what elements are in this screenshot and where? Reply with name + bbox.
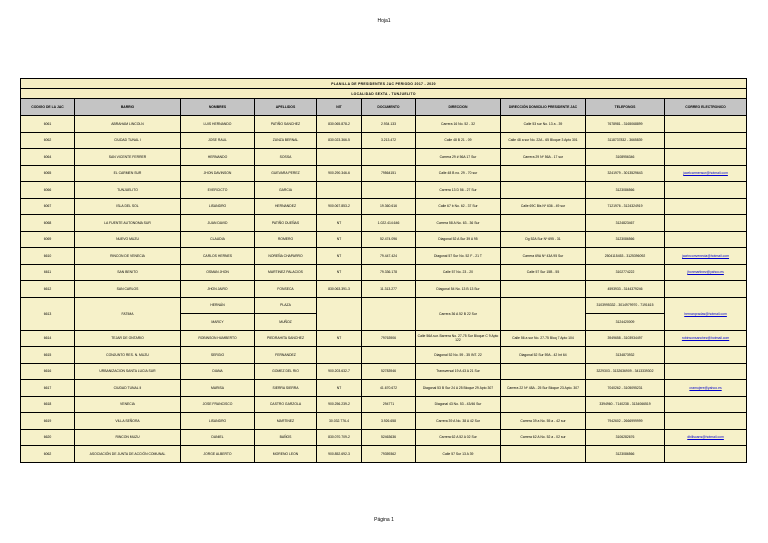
cell-nombres: OSMAN JHON: [181, 264, 255, 281]
cell-documento: [362, 182, 416, 199]
cell-barrio: TEJAR DE ONTARIO: [75, 330, 181, 347]
cell-telefonos: 7040262 - 3105095231: [586, 380, 665, 397]
cell-documento: 3.926.658: [362, 413, 416, 430]
cell-correo[interactable]: jacrinconvenecia@hotmail.com: [665, 248, 747, 265]
cell-telefonos: 3241979 - 3013529643: [586, 165, 665, 182]
cell-correo: [665, 116, 747, 133]
cell-nombres: LISANDRO: [181, 198, 255, 215]
cell-correo: [665, 198, 747, 215]
cell-domicilio: Carrera 69A Nº 43A 95 Sur: [501, 248, 586, 265]
cell-apellidos: SOSSA: [255, 149, 317, 166]
cell-nit: 830.023.366-5: [317, 132, 362, 149]
cell-telefonos: 7678981 - 3165068899: [586, 116, 665, 133]
cell-domicilio: [501, 363, 586, 380]
cell-codigo: 6068: [21, 215, 75, 232]
table-row: [21, 198, 747, 215]
cell-telefonos: 3108956346: [586, 149, 665, 166]
cell-direccion: Carrera 58 A No. 63 - 36 Sur: [416, 215, 501, 232]
table-row: [21, 149, 747, 166]
cell-codigo: 6613: [21, 297, 75, 330]
cell-correo: [665, 182, 747, 199]
table-row: [21, 330, 747, 347]
cell-domicilio: Carrera 29 Nº 56A - 17 sur: [501, 149, 586, 166]
column-header: DIRECCIÓN DOMICILIO PRESIDENTE JAC: [501, 99, 586, 116]
cell-barrio: EL CARMEN SUR: [75, 165, 181, 182]
cell-codigo: 6069: [21, 231, 75, 248]
page-footer: Página 1: [374, 517, 394, 523]
cell-apellidos: GARCIA: [255, 182, 317, 199]
cell-apellidos: BAÑOS: [255, 429, 317, 446]
cell-nombres: MARISA: [181, 380, 255, 397]
cell-apellidos: PLAZA: [255, 297, 317, 314]
cell-barrio: SAN VICENTE FERRER: [75, 149, 181, 166]
cell-telefonos: 7121976 - 3124324919: [586, 198, 665, 215]
cell-nit: 30.032.776-4: [317, 413, 362, 430]
cell-domicilio: Carrera 39 a No. 55 a - 42 sur: [501, 413, 586, 430]
cell-nit: NT: [317, 264, 362, 281]
cell-direccion: Diagonal 52 No. 59 - 35 INT. 22: [416, 347, 501, 364]
cell-apellidos: MUÑOZ: [255, 314, 317, 331]
cell-nombres: JHON DAVINSON: [181, 165, 255, 182]
cell-barrio: ABRAHAM LINCOLN: [75, 116, 181, 133]
table-row: [21, 396, 747, 413]
cell-codigo: 6610: [21, 248, 75, 265]
table-row: [21, 231, 747, 248]
cell-barrio: CONJUNTO RES. N. MUZU: [75, 347, 181, 364]
cell-telefonos: 3106282676: [586, 429, 665, 446]
presidents-table: [20, 78, 747, 463]
cell-domicilio: Carrera 22 Nº 48A - 25 Sur Bloque 23 Apto. 307: [501, 380, 586, 397]
cell-nombres: JOSE RAUL: [181, 132, 255, 149]
cell-correo[interactable]: dbillscans@hotmail.com: [665, 429, 747, 446]
cell-nit: 900.256.239-2: [317, 396, 362, 413]
cell-correo: [665, 231, 747, 248]
cell-direccion: Calle 56A sur. Barrera No. 27-75 Sur Bloque C 9 Apto 122: [416, 330, 501, 347]
cell-telefonos: 3124823467: [586, 215, 665, 232]
cell-domicilio: [501, 182, 586, 199]
table-title: PLANILLA DE PRESIDENTES JAC PERIODO 2017 - 2020: [21, 79, 747, 89]
cell-codigo: 6612: [21, 281, 75, 298]
cell-nombres: JOSE FRANCISCO: [181, 396, 255, 413]
cell-codigo: 6064: [21, 149, 75, 166]
cell-apellidos: PATIÑO DUEÑAS: [255, 215, 317, 232]
cell-domicilio: [501, 396, 586, 413]
cell-nit: [317, 182, 362, 199]
cell-nit: 830.065.878-2: [317, 116, 362, 133]
cell-nombres: CLAUDIA: [181, 231, 255, 248]
cell-direccion: Transversal 19 A 43 A 21 Sur: [416, 363, 501, 380]
cell-nit: 900.203.632-7: [317, 363, 362, 380]
cell-barrio: SAN BENITO: [75, 264, 181, 281]
cell-barrio: VENECIA: [75, 396, 181, 413]
cell-documento: 41.670.672: [362, 380, 416, 397]
cell-codigo: 6611: [21, 264, 75, 281]
cell-documento: 52.474.096: [362, 231, 416, 248]
cell-correo: [665, 215, 747, 232]
cell-domicilio: Calle 53 sur No. 13 a - 39: [501, 116, 586, 133]
cell-direccion: Diagonal 53 B Sur 24 A 25 Bloque 29 Apto 307: [416, 380, 501, 397]
cell-telefonos: 3134873932: [586, 347, 665, 364]
cell-apellidos: CASTRO GARZOLA: [255, 396, 317, 413]
table-row: [21, 446, 747, 463]
cell-correo[interactable]: cramujere@yahoo.es: [665, 380, 747, 397]
column-header: BARRIO: [75, 99, 181, 116]
cell-nombres: JHON JAIRO: [181, 281, 255, 298]
table-row: [21, 347, 747, 364]
cell-correo: [665, 413, 747, 430]
cell-apellidos: ROMERO: [255, 231, 317, 248]
cell-correo[interactable]: jhonmartinez@yahoo.es: [665, 264, 747, 281]
column-header: APELLIDOS: [255, 99, 317, 116]
cell-apellidos: HERNANDEZ: [255, 198, 317, 215]
cell-nit: [317, 347, 362, 364]
cell-telefonos: 4593933 - 3144379246: [586, 281, 665, 298]
cell-nombres: SERGIO: [181, 347, 255, 364]
cell-documento: 52463636: [362, 429, 416, 446]
cell-direccion: Diagonal 54 No. 13 B 13 Sur: [416, 281, 501, 298]
cell-apellidos: FONSECA: [255, 281, 317, 298]
cell-codigo: 6061: [21, 116, 75, 133]
cell-domicilio: Dg 52A Sur Nº 695 - 31: [501, 231, 586, 248]
cell-domicilio: Calle 57 Sur 15B - 55: [501, 264, 586, 281]
cell-documento: 79763906: [362, 330, 416, 347]
cell-correo: [665, 396, 747, 413]
cell-direccion: Carrera 16 No. 52 - 32: [416, 116, 501, 133]
cell-barrio: ASOCIACIÓN DE JUNTA DE ACCIÓN COMUNAL: [75, 446, 181, 463]
cell-documento: 79564151: [362, 165, 416, 182]
cell-direccion: Calle 48 B 21 - 09: [416, 132, 501, 149]
cell-telefonos: 3102774222: [586, 264, 665, 281]
cell-nit: [317, 149, 362, 166]
table-row: [21, 116, 747, 133]
cell-nombres: JORGE ALBERTO: [181, 446, 255, 463]
table-row: [21, 248, 747, 265]
cell-codigo: 6619: [21, 413, 75, 430]
cell-documento: 19.360.616: [362, 198, 416, 215]
cell-barrio: LA FUENTE AUTONOMA SUR: [75, 215, 181, 232]
cell-direccion: Carrera 29 # 56A 17 Sur: [416, 149, 501, 166]
cell-codigo: 6616: [21, 363, 75, 380]
cell-telefonos: 3118737832 - 3665839: [586, 132, 665, 149]
cell-nombres: CARLOS HERNES: [181, 248, 255, 265]
cell-documento: 2.934.133: [362, 116, 416, 133]
cell-nombres: LISANDRO: [181, 413, 255, 430]
cell-codigo: 6615: [21, 347, 75, 364]
cell-nombres: DIANA: [181, 363, 255, 380]
cell-codigo: 6620: [21, 429, 75, 446]
cell-domicilio: Diagonal 52 Sur 59A - 42 Int 64: [501, 347, 586, 364]
cell-telefonos: 3124420009: [586, 314, 665, 331]
cell-telefonos: 3229303 - 3132636909 - 3413339302: [586, 363, 665, 380]
table-row: [21, 215, 747, 232]
cell-nit: NT: [317, 231, 362, 248]
cell-documento: 1.022.414.646: [362, 215, 416, 232]
cell-barrio: FATIMA: [75, 297, 181, 330]
cell-correo: [665, 132, 747, 149]
cell-correo: [665, 347, 747, 364]
cell-codigo: 6065: [21, 165, 75, 182]
cell-nit: 830.070.709-2: [317, 429, 362, 446]
cell-domicilio: [501, 215, 586, 232]
cell-apellidos: PIEDRAHITA SANCHEZ: [255, 330, 317, 347]
cell-codigo: 6062: [21, 132, 75, 149]
cell-direccion: Diagonal 52 A Sur 39 A 95: [416, 231, 501, 248]
cell-correo[interactable]: robinsonsanchez@hotmail.com: [665, 330, 747, 347]
column-header: NIT: [317, 99, 362, 116]
sheet-name: Hoja1: [377, 18, 391, 24]
cell-correo[interactable]: hernanpradas@hotmail.com: [665, 297, 747, 330]
column-header: DOCUMENTO: [362, 99, 416, 116]
cell-barrio: CIUDAD TUNAL II: [75, 380, 181, 397]
cell-barrio: ISLA DEL SOL: [75, 198, 181, 215]
cell-documento: [362, 297, 416, 330]
cell-nit: 900.852.692-3: [317, 446, 362, 463]
table-subtitle: LOCALIDAD SEXTA - TUNJUELITO: [21, 89, 747, 99]
cell-domicilio: [501, 281, 586, 298]
cell-nombres: DANIEL: [181, 429, 255, 446]
cell-telefonos: 3949658 - 3103934497: [586, 330, 665, 347]
cell-domicilio: [501, 297, 586, 330]
cell-barrio: TUNJUELITO: [75, 182, 181, 199]
cell-domicilio: Calle 69C Bis Nº 636 - 49 sur: [501, 198, 586, 215]
cell-nit: NT: [317, 330, 362, 347]
cell-apellidos: MORENO LEON: [255, 446, 317, 463]
cell-direccion: Diagonal 57 Sur No. 52 F - 21 T: [416, 248, 501, 265]
cell-barrio: CIUDAD TUNAL I: [75, 132, 181, 149]
cell-apellidos: SIERRA SIERRA: [255, 380, 317, 397]
cell-domicilio: [501, 165, 586, 182]
column-header: TELEFONOS: [586, 99, 665, 116]
cell-apellidos: MARTINEZ: [255, 413, 317, 430]
cell-telefonos: 3123086566: [586, 182, 665, 199]
cell-codigo: 6062: [21, 446, 75, 463]
cell-documento: 79359362: [362, 446, 416, 463]
cell-apellidos: GOMEZ DEL RIO: [255, 363, 317, 380]
cell-documento: 3.213.472: [362, 132, 416, 149]
cell-direccion: Diagonal 43 No. 53 - 43/46 Sur: [416, 396, 501, 413]
cell-nombres: LUIS HERNANDO: [181, 116, 255, 133]
cell-codigo: 6067: [21, 198, 75, 215]
cell-direccion: Carrera 62 A 52 A 02 Sur: [416, 429, 501, 446]
cell-telefonos: 3394960 - 7140238 - 3134066519: [586, 396, 665, 413]
cell-barrio: URBANIZACION SANTA LUCIA SUR: [75, 363, 181, 380]
cell-documento: [362, 149, 416, 166]
cell-domicilio: [501, 446, 586, 463]
cell-nit: 900.067.853-2: [317, 198, 362, 215]
cell-direccion: Calle 67 b No. 62 - 37 Sur: [416, 198, 501, 215]
cell-apellidos: MARTINEZ PALACIOS: [255, 264, 317, 281]
cell-documento: 11.313.277: [362, 281, 416, 298]
table-row: [21, 429, 747, 446]
cell-barrio: VILLA SEÑORA: [75, 413, 181, 430]
cell-documento: [362, 347, 416, 364]
cell-codigo: 6617: [21, 380, 75, 397]
cell-barrio: RINCON MUZU: [75, 429, 181, 446]
cell-correo: [665, 149, 747, 166]
cell-direccion: Calle 57 Sur 13 A 39: [416, 446, 501, 463]
cell-domicilio: Calle 56 a sur No. 27-75 Bloq 7 Apto 104: [501, 330, 586, 347]
cell-nombres: HERNANDO: [181, 149, 255, 166]
cell-apellidos: FERNANDEZ: [255, 347, 317, 364]
cell-barrio: NUEVO MUZU: [75, 231, 181, 248]
table-row: [21, 281, 747, 298]
cell-documento: 294771: [362, 396, 416, 413]
cell-correo: [665, 446, 747, 463]
cell-domicilio: Calle 48 a sur No. 22A - 65 Bloque 3 Apto 301: [501, 132, 586, 149]
cell-barrio: SAN CARLOS: [75, 281, 181, 298]
cell-correo: [665, 363, 747, 380]
cell-direccion: Calle 57 No. 23 - 20: [416, 264, 501, 281]
cell-nit: [317, 297, 362, 330]
cell-telefonos: 3123086566: [586, 446, 665, 463]
column-header: CODIGO DE LA JAC: [21, 99, 75, 116]
cell-nit: 900.290.346-6: [317, 165, 362, 182]
table-row: [21, 363, 747, 380]
cell-nit: 830.063.391-3: [317, 281, 362, 298]
cell-correo: [665, 281, 747, 298]
header-row: [21, 99, 747, 116]
cell-nombres: MARCY: [181, 314, 255, 331]
table-row: [21, 165, 747, 182]
cell-nit: NT: [317, 215, 362, 232]
table-row: [21, 413, 747, 430]
cell-documento: 79.447.424: [362, 248, 416, 265]
cell-codigo: 6618: [21, 396, 75, 413]
cell-nombres: EVERCICTO: [181, 182, 255, 199]
cell-apellidos: GUEVARA PEREZ: [255, 165, 317, 182]
cell-domicilio: Carrera 62 A No. 52 a - 02 sur: [501, 429, 586, 446]
cell-nit: NT: [317, 248, 362, 265]
column-header: DIRECCION: [416, 99, 501, 116]
column-header: CORREO ELECTRONICO: [665, 99, 747, 116]
cell-nombres: JUAN DAVID: [181, 215, 255, 232]
column-header: NOMBRES: [181, 99, 255, 116]
cell-apellidos: NOREÑA CHAPARRO: [255, 248, 317, 265]
cell-barrio: RINCON DE VENECIA: [75, 248, 181, 265]
cell-apellidos: ZUNZA BERNAL: [255, 132, 317, 149]
cell-correo[interactable]: jacelcarmensur@hotmail.com: [665, 165, 747, 182]
table-row: [21, 297, 747, 314]
cell-codigo: 6066: [21, 182, 75, 199]
cell-telefonos: 3123086566: [586, 231, 665, 248]
cell-direccion: Carrera 39 A No. 38 A 42 Sur: [416, 413, 501, 430]
cell-apellidos: PATIÑO SANCHEZ: [255, 116, 317, 133]
cell-telefonos: 3103995332 - 3014979970 - 7191615: [586, 297, 665, 314]
cell-documento: 52783946: [362, 363, 416, 380]
cell-nit: NT: [317, 380, 362, 397]
cell-nombres: ROBINSON HUMBERTO: [181, 330, 255, 347]
cell-nombres: HERNÁN: [181, 297, 255, 314]
table-row: [21, 182, 747, 199]
table-row: [21, 132, 747, 149]
cell-direccion: Calle 48 B no. 29 - 70 sur: [416, 165, 501, 182]
cell-telefonos: 2504115453 - 3125396092: [586, 248, 665, 265]
cell-telefonos: 7942602 - 2666999999: [586, 413, 665, 430]
cell-documento: 79.336.178: [362, 264, 416, 281]
cell-direccion: Carrera 36 A 52 B 22 Sur: [416, 297, 501, 330]
table-row: [21, 380, 747, 397]
cell-codigo: 6614: [21, 330, 75, 347]
table-row: [21, 264, 747, 281]
cell-direccion: Carrera 13 D 56 - 27 Sur: [416, 182, 501, 199]
